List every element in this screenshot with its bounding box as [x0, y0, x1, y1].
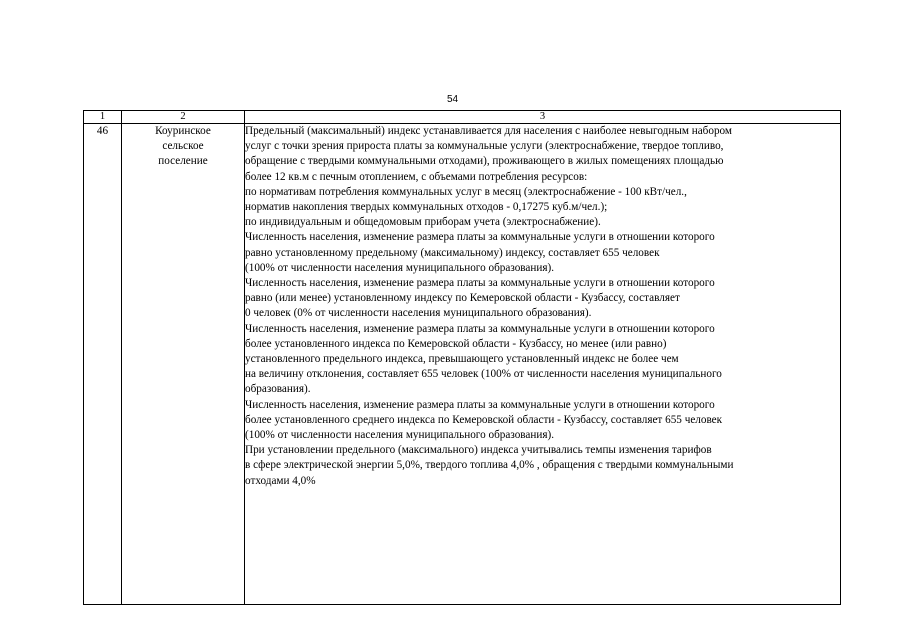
description-line: Численность населения, изменение размера платы за коммунальные услуги в отношении которого — [245, 322, 715, 335]
description-line: равно (или менее) установленному индексу по Кемеровской области - Кузбассу, составляет — [245, 292, 680, 305]
row-number-cell: 46 — [84, 124, 122, 605]
description-line: 0 человек (0% от численности населения муниципального образования). — [245, 307, 592, 320]
table-header-row — [84, 111, 841, 124]
page-number: 54 — [446, 94, 459, 105]
municipality-name-line: сельское — [162, 140, 204, 153]
description-line: При установлении предельного (максимального) индекса учитывались темпы изменения тарифов — [245, 444, 712, 457]
description-line: (100% от численности населения муниципального образования). — [245, 261, 555, 274]
description-line: отходами 4,0% — [245, 474, 316, 487]
description-line: Численность населения, изменение размера платы за коммунальные услуги в отношении которого — [245, 231, 715, 244]
column-header-2: 2 — [122, 111, 245, 124]
column-header-1: 1 — [84, 111, 122, 124]
description-line: обращение с твердыми коммунальными отходами), проживающего в жилых помещениях площадью — [245, 155, 724, 168]
description-line: установленного предельного индекса, превышающего установленный индекс не более чем — [245, 353, 679, 366]
description-line: Численность населения, изменение размера платы за коммунальные услуги в отношении которого — [245, 398, 715, 411]
municipality-name-cell — [122, 124, 245, 605]
document-table — [83, 110, 841, 605]
description-line: в сфере электрической энергии 5,0%, твердого топлива 4,0% , обращения с твердыми коммунальными — [245, 459, 734, 472]
column-header-3: 3 — [245, 111, 841, 124]
description-line: образования). — [245, 383, 311, 396]
description-line: на величину отклонения, составляет 655 человек (100% от численности населения муниципального — [245, 368, 722, 381]
description-line: по нормативам потребления коммунальных услуг в месяц (электроснабжение - 100 кВт/чел., — [245, 185, 687, 198]
municipality-name-line: Коуринское — [155, 125, 211, 137]
description-line: (100% от численности населения муниципального образования). — [245, 429, 555, 442]
description-cell — [245, 124, 841, 605]
description-line: более 12 кв.м с печным отоплением, с объемами потребления ресурсов: — [245, 170, 588, 183]
description-line: Предельный (максимальный) индекс устанавливается для населения с наиболее невыгодным набором — [245, 125, 732, 137]
description-line: норматив накопления твердых коммунальных отходов - 0,17275 куб.м/чел.); — [245, 201, 608, 214]
description-line: равно установленному предельному (максимальному) индексу, составляет 655 человек — [245, 246, 660, 259]
description-line: по индивидуальным и общедомовым приборам учета (электроснабжение). — [245, 216, 601, 229]
description-line: более установленного индекса по Кемеровской области - Кузбассу, но менее (или равно) — [245, 337, 667, 350]
table-row — [84, 124, 841, 605]
municipality-name-line: поселение — [158, 155, 208, 168]
description-line: более установленного среднего индекса по Кемеровской области - Кузбассу, составляет 655 человек — [245, 413, 723, 426]
description-line: услуг с точки зрения прироста платы за коммунальные услуги (электроснабжение, твердое топливо, — [245, 140, 724, 153]
description-line: Численность населения, изменение размера платы за коммунальные услуги в отношении которого — [245, 277, 715, 290]
